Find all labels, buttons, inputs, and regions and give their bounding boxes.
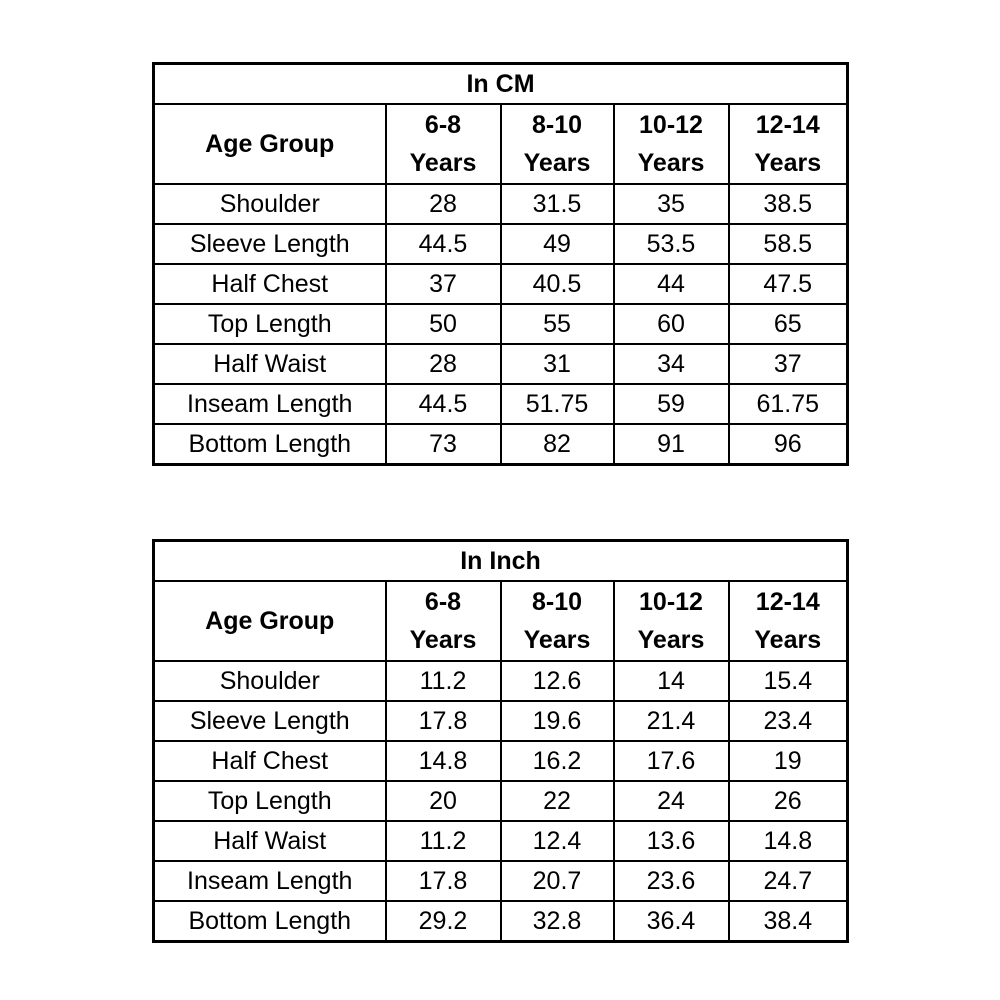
measurement-value: 31 xyxy=(501,344,614,384)
measurement-label: Bottom Length xyxy=(154,424,386,465)
measurement-value: 38.4 xyxy=(729,901,848,942)
measurement-label: Bottom Length xyxy=(154,901,386,942)
table-row xyxy=(154,344,848,384)
table-row xyxy=(154,861,848,901)
measurement-label: Inseam Length xyxy=(154,861,386,901)
measurement-value: 16.2 xyxy=(501,741,614,781)
age-range-label: 12-14 xyxy=(755,588,820,616)
measurement-value: 47.5 xyxy=(729,264,848,304)
measurement-value: 12.6 xyxy=(501,661,614,701)
measurement-value: 61.75 xyxy=(729,384,848,424)
age-column-header xyxy=(729,581,848,661)
age-range-label: 10-12 xyxy=(639,111,703,139)
measurement-value: 24 xyxy=(614,781,729,821)
measurement-value: 60 xyxy=(614,304,729,344)
age-column-header xyxy=(386,104,501,184)
measurement-value: 20.7 xyxy=(501,861,614,901)
measurement-value: 44.5 xyxy=(386,224,501,264)
years-label: Years xyxy=(637,626,705,654)
measurement-value: 73 xyxy=(386,424,501,465)
years-label: Years xyxy=(637,149,705,177)
measurement-value: 24.7 xyxy=(729,861,848,901)
age-range-label: 8-10 xyxy=(531,111,583,139)
measurement-value: 19 xyxy=(729,741,848,781)
measurement-label: Shoulder xyxy=(154,661,386,701)
table-row xyxy=(154,424,848,465)
age-group-header: Age Group xyxy=(154,581,386,661)
age-column-header xyxy=(614,581,729,661)
size-table-inch xyxy=(152,539,849,943)
measurement-label: Half Chest xyxy=(154,264,386,304)
age-range-label: 8-10 xyxy=(531,588,583,616)
measurement-value: 38.5 xyxy=(729,184,848,224)
measurement-label: Half Waist xyxy=(154,821,386,861)
measurement-label: Shoulder xyxy=(154,184,386,224)
table-header-row xyxy=(154,581,848,661)
table-row xyxy=(154,741,848,781)
years-label: Years xyxy=(409,626,477,654)
table-row xyxy=(154,304,848,344)
measurement-value: 82 xyxy=(501,424,614,465)
table-row xyxy=(154,821,848,861)
measurement-value: 53.5 xyxy=(614,224,729,264)
age-column-header xyxy=(501,581,614,661)
table-row xyxy=(154,901,848,942)
years-label: Years xyxy=(754,149,822,177)
table-row xyxy=(154,661,848,701)
measurement-value: 26 xyxy=(729,781,848,821)
measurement-value: 28 xyxy=(386,184,501,224)
table-row xyxy=(154,781,848,821)
table-title-row xyxy=(154,64,848,105)
measurement-value: 15.4 xyxy=(729,661,848,701)
measurement-value: 28 xyxy=(386,344,501,384)
measurement-value: 17.8 xyxy=(386,701,501,741)
table-row xyxy=(154,264,848,304)
years-label: Years xyxy=(523,626,591,654)
measurement-value: 55 xyxy=(501,304,614,344)
table-row xyxy=(154,384,848,424)
age-range-label: 6-8 xyxy=(424,111,462,139)
measurement-value: 37 xyxy=(729,344,848,384)
measurement-value: 14.8 xyxy=(729,821,848,861)
measurement-value: 31.5 xyxy=(501,184,614,224)
measurement-value: 29.2 xyxy=(386,901,501,942)
measurement-value: 19.6 xyxy=(501,701,614,741)
measurement-value: 37 xyxy=(386,264,501,304)
measurement-label: Sleeve Length xyxy=(154,701,386,741)
table-row xyxy=(154,224,848,264)
measurement-value: 14 xyxy=(614,661,729,701)
measurement-value: 11.2 xyxy=(386,661,501,701)
measurement-value: 17.6 xyxy=(614,741,729,781)
measurement-value: 44.5 xyxy=(386,384,501,424)
measurement-label: Inseam Length xyxy=(154,384,386,424)
years-label: Years xyxy=(754,626,822,654)
measurement-label: Top Length xyxy=(154,781,386,821)
measurement-value: 65 xyxy=(729,304,848,344)
age-column-header xyxy=(614,104,729,184)
table-row xyxy=(154,184,848,224)
measurement-value: 11.2 xyxy=(386,821,501,861)
years-label: Years xyxy=(409,149,477,177)
table-row xyxy=(154,701,848,741)
age-column-header xyxy=(386,581,501,661)
age-column-header xyxy=(729,104,848,184)
table-title-row xyxy=(154,541,848,582)
measurement-value: 17.8 xyxy=(386,861,501,901)
measurement-value: 91 xyxy=(614,424,729,465)
table-title: In Inch xyxy=(154,541,848,582)
measurement-value: 13.6 xyxy=(614,821,729,861)
years-label: Years xyxy=(523,149,591,177)
measurement-value: 44 xyxy=(614,264,729,304)
measurement-value: 49 xyxy=(501,224,614,264)
measurement-value: 58.5 xyxy=(729,224,848,264)
measurement-label: Half Chest xyxy=(154,741,386,781)
measurement-value: 51.75 xyxy=(501,384,614,424)
measurement-value: 96 xyxy=(729,424,848,465)
measurement-label: Top Length xyxy=(154,304,386,344)
measurement-value: 50 xyxy=(386,304,501,344)
measurement-value: 23.4 xyxy=(729,701,848,741)
measurement-label: Sleeve Length xyxy=(154,224,386,264)
age-group-header: Age Group xyxy=(154,104,386,184)
age-range-label: 6-8 xyxy=(424,588,462,616)
measurement-value: 20 xyxy=(386,781,501,821)
age-range-label: 12-14 xyxy=(755,111,820,139)
measurement-value: 36.4 xyxy=(614,901,729,942)
measurement-value: 34 xyxy=(614,344,729,384)
measurement-value: 14.8 xyxy=(386,741,501,781)
age-range-label: 10-12 xyxy=(639,588,703,616)
table-title: In CM xyxy=(154,64,848,105)
measurement-value: 32.8 xyxy=(501,901,614,942)
measurement-value: 59 xyxy=(614,384,729,424)
measurement-value: 40.5 xyxy=(501,264,614,304)
size-table-cm xyxy=(152,62,849,466)
age-column-header xyxy=(501,104,614,184)
measurement-value: 22 xyxy=(501,781,614,821)
measurement-value: 12.4 xyxy=(501,821,614,861)
measurement-label: Half Waist xyxy=(154,344,386,384)
measurement-value: 23.6 xyxy=(614,861,729,901)
measurement-value: 35 xyxy=(614,184,729,224)
measurement-value: 21.4 xyxy=(614,701,729,741)
table-header-row xyxy=(154,104,848,184)
